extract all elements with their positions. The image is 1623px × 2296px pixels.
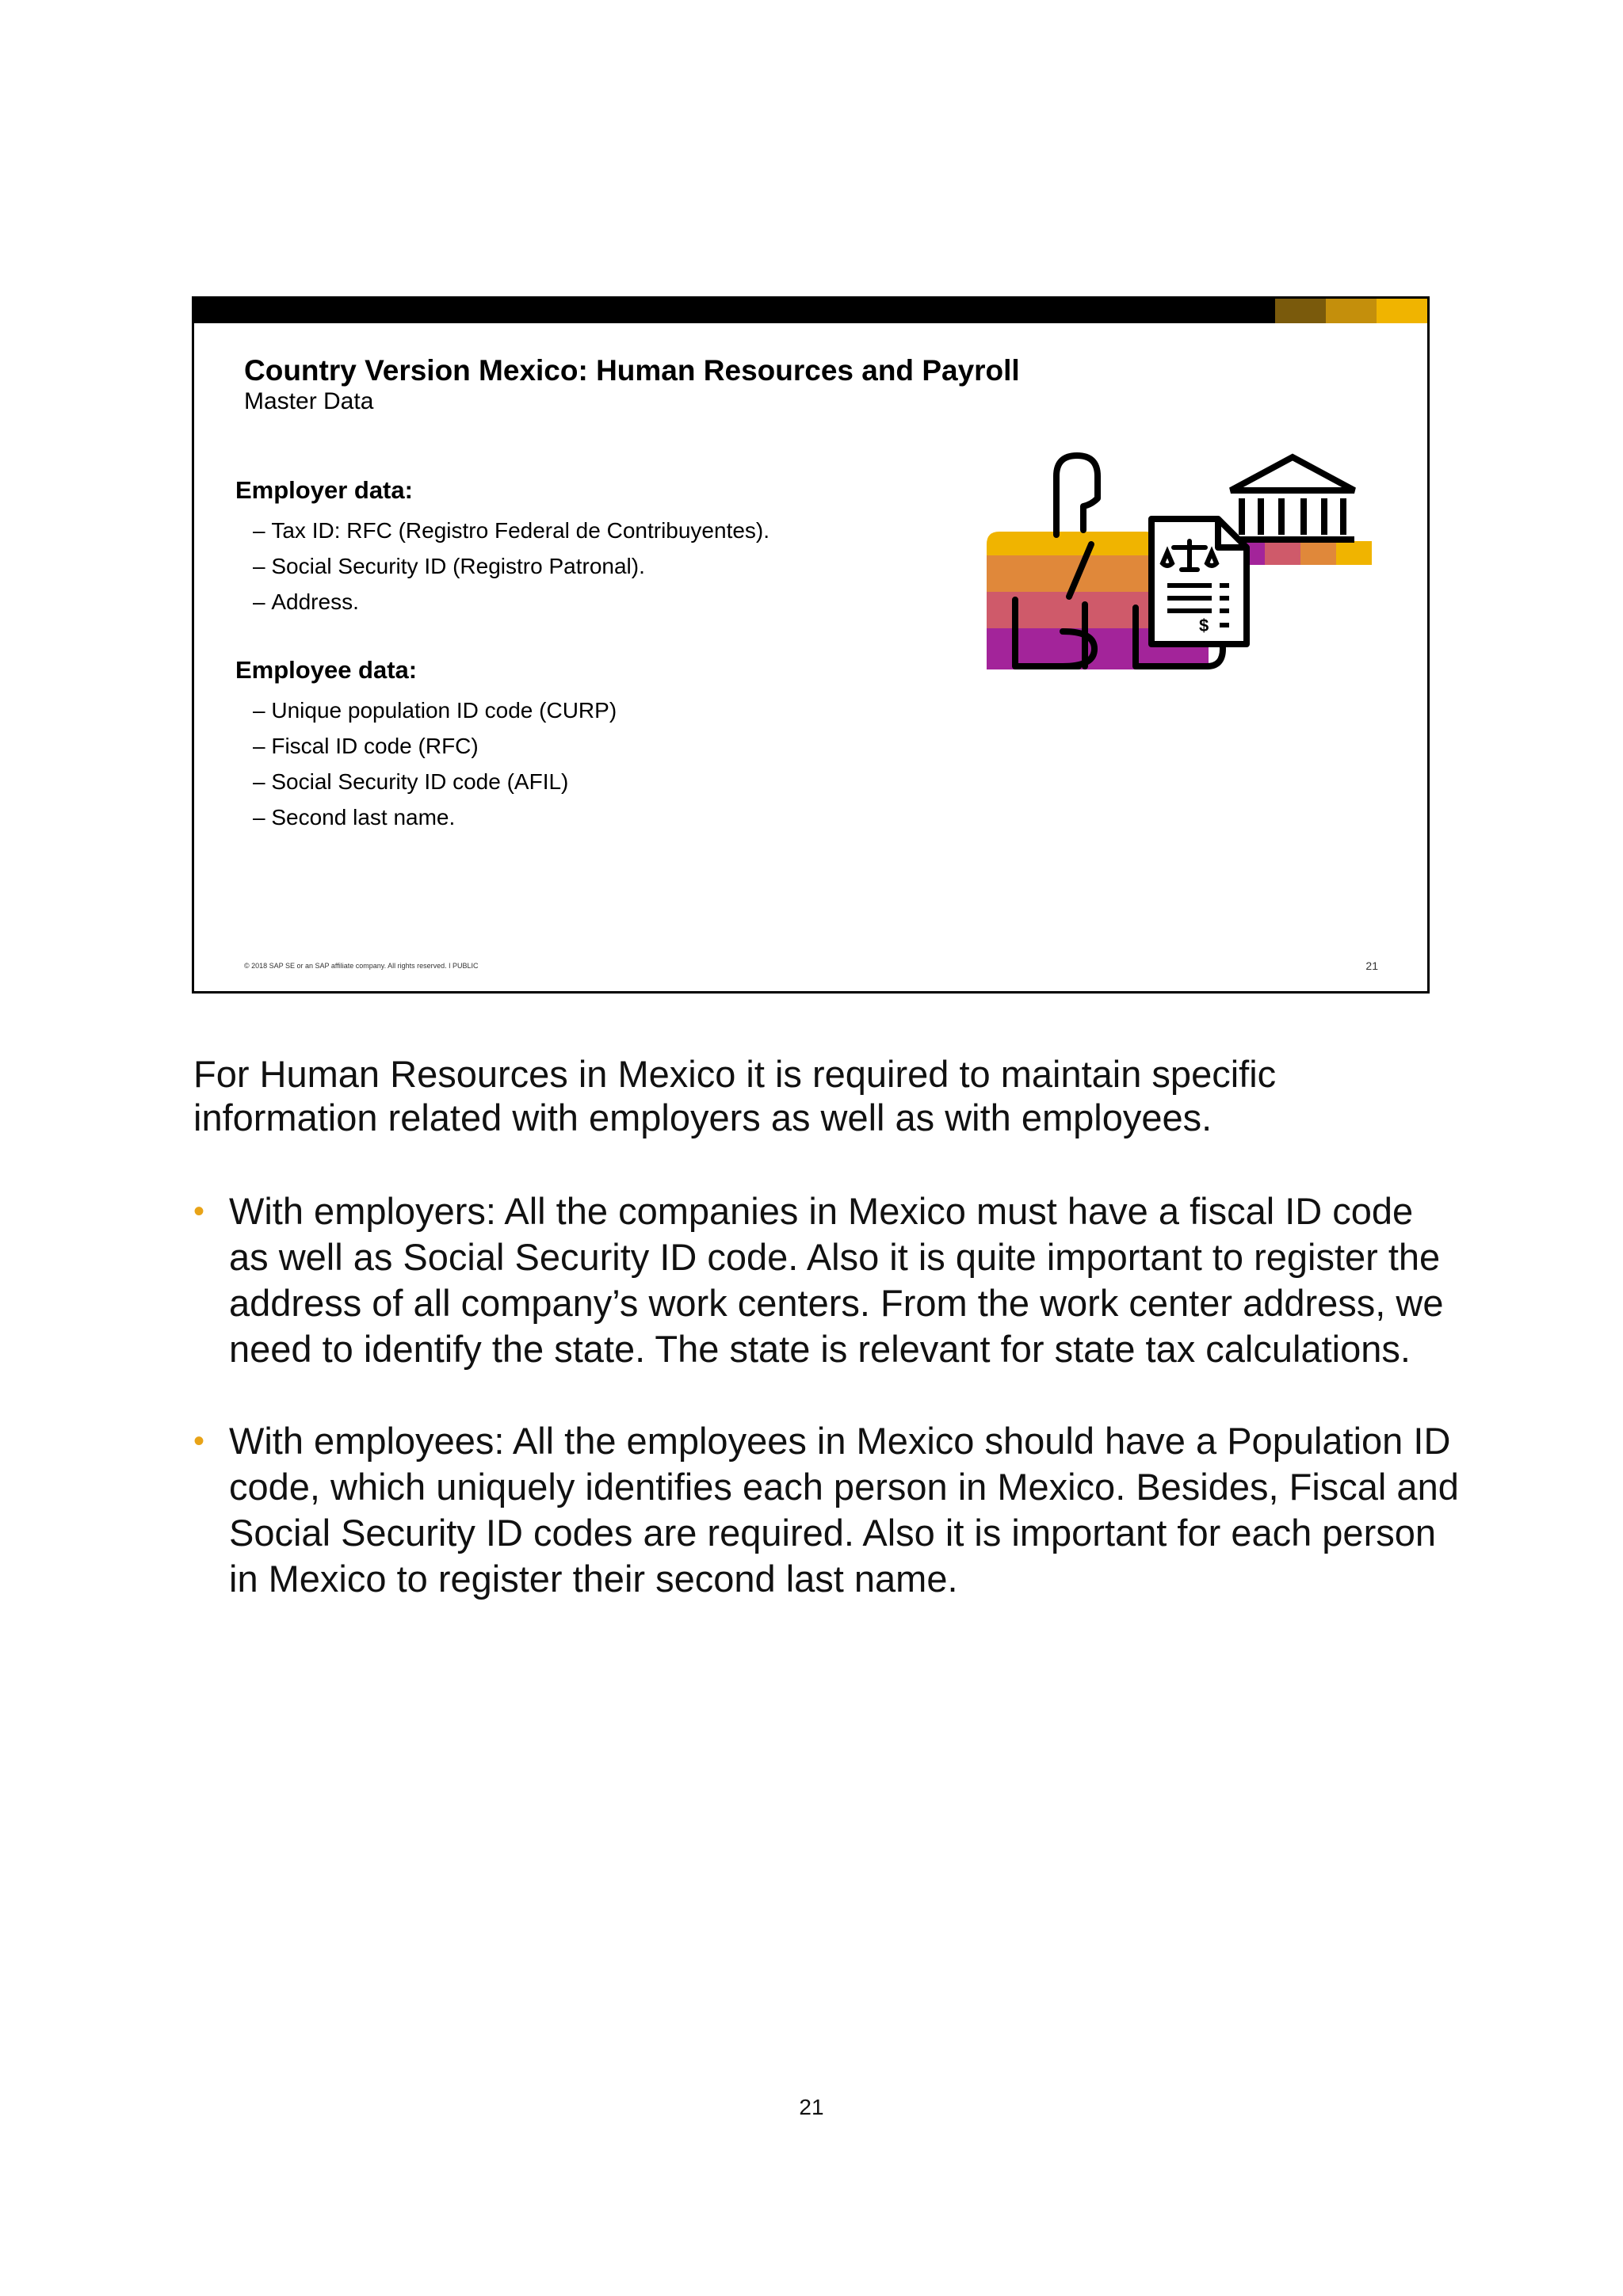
list-item: – Social Security ID code (AFIL)	[253, 764, 617, 799]
notes-bullet-list	[193, 1188, 1461, 1648]
bullet-dot-icon: •	[193, 1194, 205, 1229]
bullet-dot-icon: •	[193, 1424, 205, 1459]
slide-title: Country Version Mexico: Human Resources and Payroll	[244, 354, 1020, 387]
bullet-text: With employees: All the employees in Mexico should have a Population ID code, which uniquely identifies each person in Mexico. Besides, Fiscal and Social Security ID codes are required. Also it is important for each person in Mexico to register their second last name.	[229, 1420, 1459, 1600]
employee-data-heading: Employee data:	[235, 656, 418, 684]
slide-page-number: 21	[1365, 959, 1378, 972]
employer-data-section	[235, 476, 769, 620]
swatch-dark-gold	[1275, 299, 1326, 323]
list-item: – Second last name.	[253, 799, 617, 835]
slide-header-bar	[194, 299, 1427, 323]
employer-data-heading: Employer data:	[235, 476, 413, 504]
swatch-gold	[1326, 299, 1377, 323]
bullet-text: With employers: All the companies in Mexico must have a fiscal ID code as well as Social Security ID code. Also it is quite important to register the address of all company’s work centers. From the work center address, we need to identify the state. The state is relevant for state tax calculations.	[229, 1190, 1444, 1370]
list-item: – Address.	[253, 584, 769, 620]
header-color-swatches	[1275, 299, 1427, 323]
list-item: – Fiscal ID code (RFC)	[253, 728, 617, 764]
slide-copyright: © 2018 SAP SE or an SAP affiliate company. All rights reserved. ǀ PUBLIC	[244, 962, 479, 970]
employee-data-section	[235, 656, 617, 835]
employer-data-list	[235, 513, 769, 620]
page-number: 21	[799, 2095, 824, 2119]
legal-document-icon	[1151, 519, 1247, 644]
list-item: – Unique population ID code (CURP)	[253, 692, 617, 728]
employee-data-list	[235, 692, 617, 835]
list-item: – Social Security ID (Registro Patronal).	[253, 548, 769, 584]
dollar-sign-icon: $	[1199, 616, 1209, 635]
swatch-yellow	[1377, 299, 1427, 323]
hr-payroll-illustration	[983, 441, 1411, 711]
bullet-employers	[193, 1188, 1461, 1372]
bank-color-band	[1229, 541, 1372, 565]
bullet-employees	[193, 1418, 1461, 1602]
list-item: – Tax ID: RFC (Registro Federal de Contribuyentes).	[253, 513, 769, 548]
slide-subtitle: Master Data	[244, 388, 374, 414]
slide-thumbnail	[192, 296, 1430, 994]
intro-paragraph: For Human Resources in Mexico it is required to maintain specific information related with employers as well as with employees.	[193, 1053, 1277, 1138]
bank-building-icon	[1231, 457, 1354, 540]
